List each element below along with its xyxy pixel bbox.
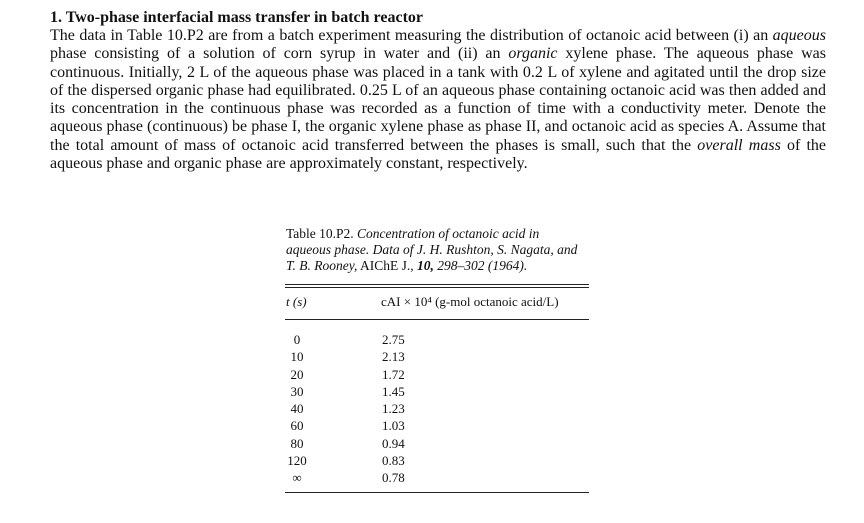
table-header-rule [285,319,589,320]
data-table [285,226,589,493]
caption-pages: 298–302 (1964). [437,258,528,273]
table-row [285,436,589,453]
problem-title: 1. Two-phase interfacial mass transfer in batch reactor [50,9,423,26]
table-row [285,418,589,435]
time-value: 40 [290,401,304,417]
table-row [285,349,589,366]
table-caption [286,226,586,274]
table-bottom-rule [285,492,589,493]
time-value: 60 [290,418,304,434]
concentration-value: 0.94 [382,435,405,451]
column-header-time: t (s) [286,294,307,309]
concentration-value: 2.75 [382,332,405,347]
caption-label: Table 10.P2. [286,226,354,241]
emphasis-text: organic [508,45,558,63]
caption-journal: AIChE J., [360,258,414,273]
concentration-value: 0.83 [382,453,405,469]
table-top-rule [285,284,589,288]
time-value: 0 [293,332,301,347]
paragraph-text: phase consisting of a solution of corn syrup in water and (ii) an [50,45,509,63]
concentration-value: 1.23 [382,401,405,417]
time-value: 20 [290,366,304,382]
table-row [285,401,589,418]
table-row [285,332,589,349]
concentration-value: 0.78 [382,470,405,486]
concentration-value: 1.72 [382,366,405,382]
table-body [285,332,589,488]
time-value: ∞ [292,470,302,486]
time-value: 80 [290,435,304,451]
caption-text: Concentration of octanoic acid in aqueous phase. Data of J. H. Rushton, S. Nagata, and T. B. Rooney, [286,226,578,273]
caption-volume: 10, [417,258,434,273]
time-value: 120 [287,453,307,469]
emphasis-text: overall mass [697,136,781,154]
time-value: 10 [290,349,304,365]
paragraph-text: The data in Table 10.P2 are from a batch experiment measuring the distribution of octanoic acid between (i) an [50,27,773,44]
emphasis-text: aqueous [772,27,826,44]
table-header [285,294,589,312]
table-row [285,470,589,487]
time-value: 30 [290,383,304,399]
concentration-value: 1.45 [382,383,405,399]
concentration-value: 2.13 [382,349,405,365]
concentration-value: 1.03 [382,418,405,434]
column-header-concentration: cAI × 10⁴ (g-mol octanoic acid/L) [381,294,559,309]
problem-paragraph [50,27,826,173]
paragraph-text: xylene phase. The aqueous phase was continuous. Initially, 2 L of the aqueous phase was placed in a tank with 0.2 L of xylene and agitated until the drop size of the dispersed organic phase had equilibrated. 0.25 L of an aqueous phase containing octanoic acid was then added and its concentration in the continuous phase was recorded as a function of time with a conductivity meter. Denote the aqueous phase (continuous) be phase I, the organic xylene phase as phase II, and octanoic acid as species A. Assume that the total amount of mass of octanoic acid transferred between the phases is small, such that the [50,45,827,154]
table-row [285,384,589,401]
table-row [285,367,589,384]
paragraph-text: of the aqueous phase and organic phase are approximately constant, respectively. [50,136,827,173]
table-row [285,453,589,470]
problem-statement [50,8,826,173]
